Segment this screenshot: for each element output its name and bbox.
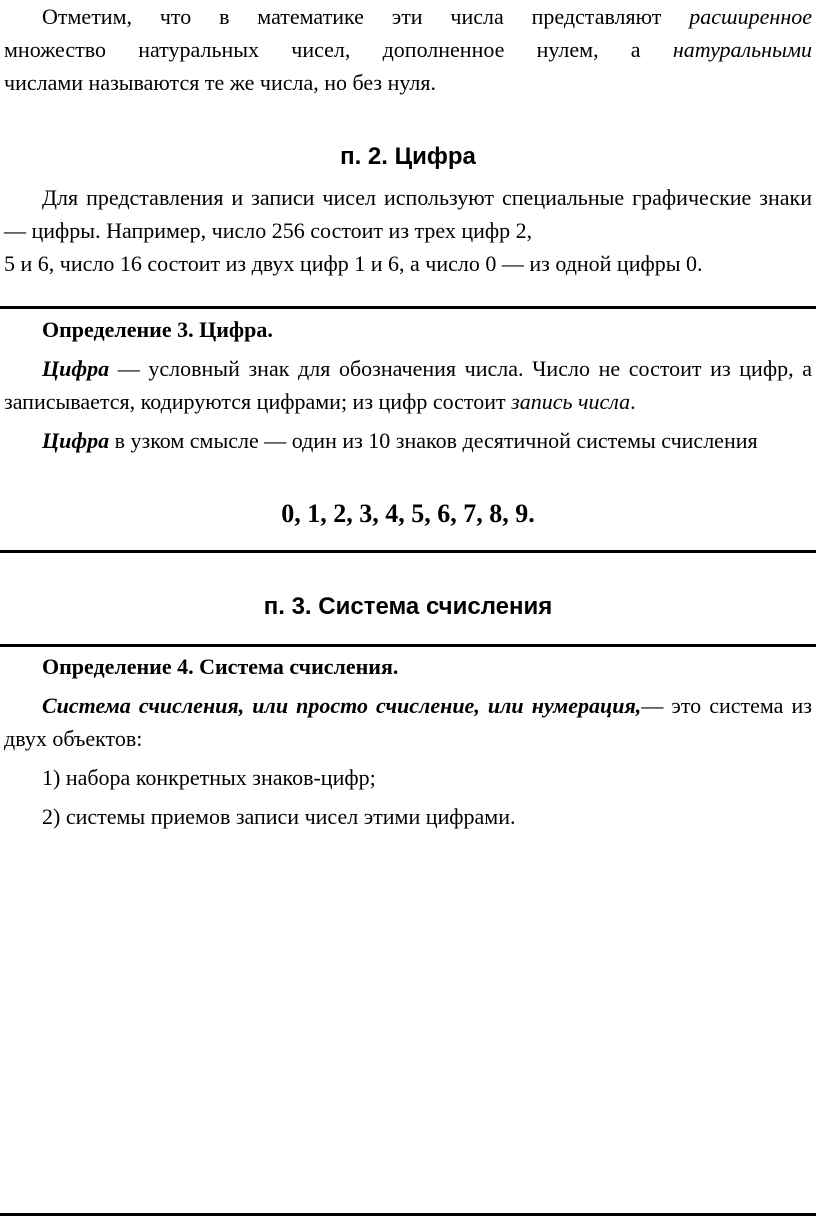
definition-3-emphasis: запись числа xyxy=(511,389,631,414)
intro-line-1 xyxy=(4,0,812,33)
definition-4-item-1: 1) набора конкретных знаков-цифр; xyxy=(42,765,376,790)
definition-3-text-2: в узком смысле — один из 10 знаков десятичной системы счисления xyxy=(109,428,758,453)
intro-emphasis-1: расширенное xyxy=(689,4,812,29)
definition-4-paragraph xyxy=(4,689,812,755)
section-2-text-1: Для представления и записи чисел используют специальные графические знаки — цифры. Например, число 256 состоит из трех цифр 2, xyxy=(4,185,812,243)
definition-4-item-2: 2) системы приемов записи чисел этими цифрами. xyxy=(42,804,516,829)
section-2-text-2: 5 и 6, число 16 состоит из двух цифр 1 и 6, а число 0 — из одной цифры 0. xyxy=(4,251,703,276)
definition-3-term-2: Цифра xyxy=(42,428,110,453)
section-2-paragraph xyxy=(4,181,812,280)
divider-top-definition-4 xyxy=(0,644,816,647)
divider-bottom-definition-3 xyxy=(0,550,816,553)
divider-top-definition-3 xyxy=(0,306,816,309)
definition-3-period: . xyxy=(630,389,636,414)
definition-4-text: — это система из двух объектов: xyxy=(4,693,812,751)
intro-text-1: Отметим, что в математике эти числа представляют xyxy=(42,4,690,29)
intro-paragraph xyxy=(4,0,812,99)
divider-page-bottom xyxy=(0,1213,816,1216)
definition-3-text-1: — условный знак для обозначения числа. Число не состоит из цифр, а записывается, кодируются цифрами; из цифр состоит xyxy=(4,356,812,414)
intro-line-2 xyxy=(4,33,812,66)
definition-3-block xyxy=(4,313,812,457)
digits-list: 0, 1, 2, 3, 4, 5, 6, 7, 8, 9. xyxy=(281,499,535,528)
definition-4-term: Система счисления, или просто счисление, или нумерация, xyxy=(42,693,642,718)
intro-emphasis-2: натуральными xyxy=(672,37,812,62)
definition-4-title: Определение 4. Система счисления. xyxy=(42,654,399,679)
definition-3-paragraph-1 xyxy=(4,352,812,418)
section-3-heading: п. 3. Система счисления xyxy=(263,593,553,620)
section-2-heading: п. 2. Цифра xyxy=(340,143,476,170)
intro-line-3: числами называются те же числа, но без нуля. xyxy=(4,70,437,95)
definition-3-term-1: Цифра xyxy=(42,356,110,381)
definition-3-title: Определение 3. Цифра. xyxy=(42,317,273,342)
intro-text-2: множество натуральных чисел, дополненное нулем, а xyxy=(4,37,673,62)
definition-3-paragraph-2 xyxy=(4,424,812,457)
definition-4-block xyxy=(4,650,812,833)
